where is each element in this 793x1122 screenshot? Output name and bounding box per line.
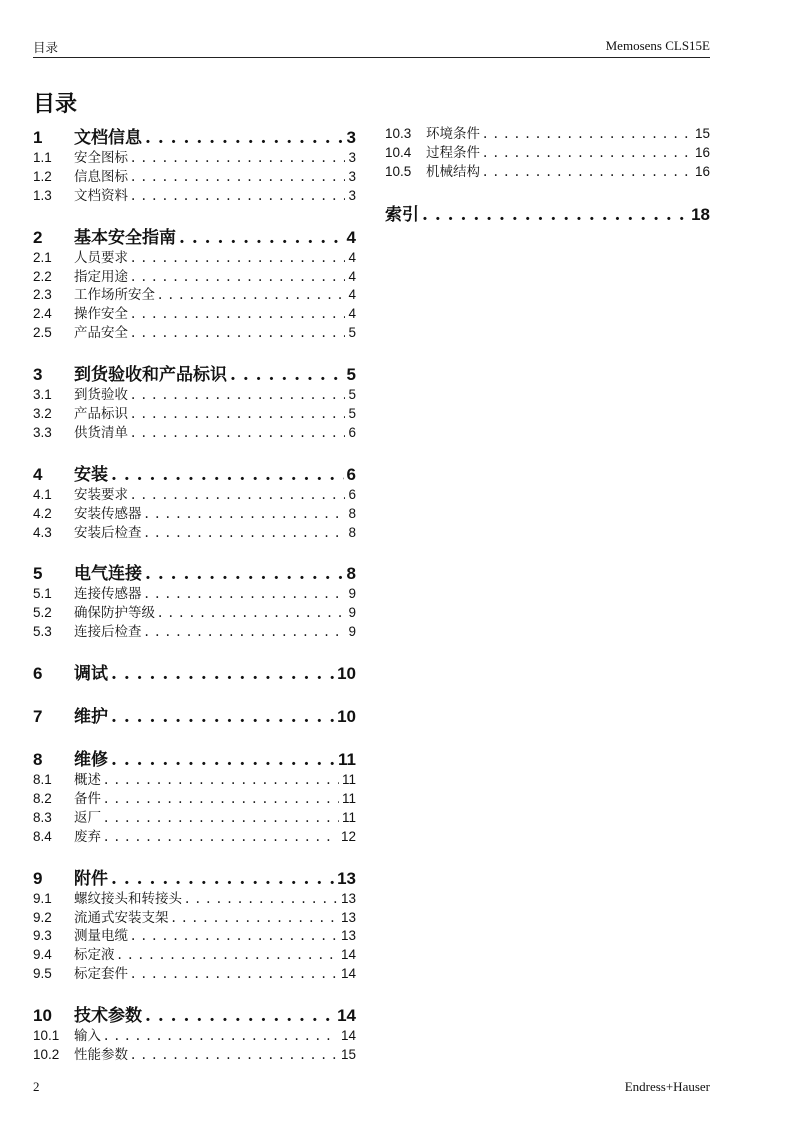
toc-subsection-entry-label: 流通式安装支架 — [74, 909, 169, 926]
toc-subsection-entry-number: 3.2 — [33, 406, 52, 422]
toc-subsection-entry-page: 13 — [340, 928, 356, 944]
toc-section — [33, 868, 356, 984]
toc-subsection-entry-number: 10.5 — [385, 163, 412, 179]
toc-entry-index[interactable] — [385, 204, 710, 226]
toc-subsection-entry-number: 9.3 — [33, 928, 52, 944]
toc-chapter-entry[interactable] — [33, 868, 356, 890]
toc-subsection-entry-number: 8.4 — [33, 828, 52, 844]
toc-chapter-entry-page: 10 — [337, 707, 356, 727]
leader-dots — [104, 790, 339, 809]
leader-dots — [158, 286, 345, 305]
toc-subsection-entry-number: 8.3 — [33, 809, 52, 825]
toc-subsection-entry[interactable] — [33, 505, 356, 524]
toc-subsection-entry[interactable] — [33, 809, 356, 828]
leader-dots — [483, 125, 692, 144]
toc-subsection-entry-number: 9.5 — [33, 966, 52, 982]
toc-chapter-entry-number: 1 — [33, 128, 43, 147]
toc-subsection-entry[interactable] — [385, 163, 710, 182]
leader-dots — [230, 364, 344, 386]
toc-entry-index-label: 索引 — [385, 204, 419, 225]
leader-dots — [483, 144, 692, 163]
toc-subsection-entry-label: 返厂 — [74, 809, 101, 826]
toc-subsection-entry[interactable] — [33, 524, 356, 543]
toc-chapter-entry-page: 6 — [346, 464, 356, 484]
running-header-title: 目录 — [33, 40, 59, 55]
toc-subsection-entry-page: 15 — [340, 1047, 356, 1063]
toc-subsection-entry[interactable] — [33, 268, 356, 287]
toc-subsection-entry-number: 5.2 — [33, 605, 52, 621]
running-header-product: Memosens CLS15E — [605, 38, 710, 53]
toc-chapter-entry[interactable] — [33, 1005, 356, 1027]
toc-subsection-entry-label: 人员要求 — [74, 249, 128, 266]
toc-subsection-entry[interactable] — [33, 286, 356, 305]
toc-subsection-entry[interactable] — [33, 828, 356, 847]
leader-dots — [131, 187, 345, 206]
toc-entry-index-page: 18 — [691, 204, 710, 224]
leader-dots — [131, 149, 345, 168]
toc-subsection-entry-number: 1.2 — [33, 168, 52, 184]
header-rule — [33, 57, 710, 58]
toc-subsection-entry-number: 2.1 — [33, 249, 52, 265]
toc-subsection-entry-label: 安全图标 — [74, 150, 128, 166]
toc-chapter-entry[interactable] — [33, 663, 356, 685]
toc-subsection-entry[interactable] — [33, 324, 356, 343]
toc-subsection-entry-number: 1.1 — [33, 150, 52, 165]
toc-subsection-entry[interactable] — [33, 585, 356, 604]
toc-subsection-entry-page: 13 — [340, 890, 356, 906]
toc-subsection-entry-page: 16 — [694, 144, 710, 160]
toc-chapter-entry[interactable] — [33, 749, 356, 771]
toc-chapter-entry-page: 5 — [346, 365, 356, 385]
leader-dots — [145, 1005, 334, 1027]
toc-chapter-entry-page: 3 — [346, 128, 356, 147]
toc-chapter-entry-page: 8 — [346, 564, 356, 584]
leader-dots — [131, 324, 345, 343]
toc-left-column — [33, 127, 356, 1065]
toc-subsection-entry-page: 6 — [348, 424, 356, 440]
toc-subsection-entry[interactable] — [33, 927, 356, 946]
leader-dots — [483, 163, 692, 182]
toc-chapter-entry-label: 维修 — [74, 750, 108, 771]
toc-chapter-entry-page: 13 — [337, 868, 356, 888]
toc-subsection-entry-number: 4.2 — [33, 505, 52, 521]
toc-subsection-entry-page: 3 — [348, 187, 356, 203]
toc-chapter-entry-number: 8 — [33, 750, 43, 770]
toc-subsection-entry-page: 6 — [348, 486, 356, 502]
toc-subsection-entry-label: 确保防护等级 — [74, 605, 155, 622]
toc-subsection-entry[interactable] — [33, 249, 356, 268]
leader-dots — [111, 749, 335, 771]
leader-dots — [185, 890, 338, 909]
leader-dots — [131, 486, 345, 505]
toc-subsection-entry-number: 9.1 — [33, 890, 52, 906]
toc-subsection-entry[interactable] — [385, 144, 710, 163]
leader-dots — [145, 127, 344, 149]
leader-dots — [131, 1046, 338, 1065]
leader-dots — [104, 809, 339, 828]
toc-subsection-entry-page: 8 — [348, 524, 356, 540]
toc-subsection-entry-label: 指定用途 — [74, 268, 128, 285]
leader-dots — [145, 585, 346, 604]
toc-subsection-entry-number: 2.2 — [33, 268, 52, 284]
toc-subsection-entry[interactable] — [33, 486, 356, 505]
toc-subsection-entry[interactable] — [385, 125, 710, 144]
toc-subsection-entry-number: 4.3 — [33, 524, 52, 540]
toc-subsection-entry-number: 9.2 — [33, 909, 52, 925]
toc-subsection-entry-label: 操作安全 — [74, 306, 128, 323]
toc-subsection-entry-page: 5 — [348, 325, 356, 341]
brand-logo-text: Endress+Hauser — [624, 1079, 710, 1094]
toc-subsection-entry-number: 5.3 — [33, 624, 52, 640]
toc-subsection-entry-page: 4 — [348, 306, 356, 322]
toc-subsection-entry-label: 性能参数 — [74, 1047, 128, 1064]
toc-subsection-entry[interactable] — [33, 386, 356, 405]
toc-subsection-entry[interactable] — [33, 890, 356, 909]
toc-subsection-entry-page: 11 — [341, 791, 356, 807]
toc-chapter-entry-label: 技术参数 — [74, 1006, 142, 1027]
toc-subsection-entry-label: 机械结构 — [426, 163, 480, 180]
toc-chapter-entry-label: 维护 — [74, 707, 108, 728]
toc-subsection-entry[interactable] — [33, 424, 356, 443]
toc-subsection-entry[interactable] — [33, 771, 356, 790]
leader-dots — [172, 909, 338, 928]
toc-subsection-entry-number: 10.1 — [33, 1028, 60, 1044]
toc-subsection-entry-page: 11 — [341, 772, 356, 788]
toc-section — [33, 663, 356, 685]
toc-subsection-entry-number: 3.3 — [33, 424, 52, 440]
toc-subsection-entry-page: 11 — [341, 809, 356, 825]
toc-chapter-entry[interactable] — [33, 563, 356, 585]
toc-chapter-entry-number: 5 — [33, 564, 43, 584]
leader-dots — [131, 965, 338, 984]
toc-subsection-entry-number: 5.1 — [33, 586, 52, 602]
toc-subsection-entry-label: 信息图标 — [74, 168, 128, 185]
toc-chapter-entry-label: 安装 — [74, 464, 108, 485]
leader-dots — [131, 424, 345, 443]
toc-subsection-entry[interactable] — [33, 623, 356, 642]
leader-dots — [111, 868, 334, 890]
toc-subsection-entry-number: 4.1 — [33, 486, 52, 502]
toc-chapter-entry-number: 3 — [33, 365, 43, 385]
toc-chapter-entry-number: 2 — [33, 227, 43, 247]
toc-right-subsections — [385, 125, 710, 182]
toc-chapter-entry-number: 6 — [33, 664, 43, 684]
toc-subsection-entry-label: 废弃 — [74, 828, 101, 845]
toc-subsection-entry-label: 概述 — [74, 772, 101, 789]
toc-subsection-entry-number: 1.3 — [33, 187, 52, 203]
leader-dots — [104, 1027, 338, 1046]
leader-dots — [111, 464, 344, 486]
toc-subsection-entry-number: 2.3 — [33, 287, 52, 303]
toc-subsection-entry[interactable] — [33, 305, 356, 324]
toc-subsection-entry-label: 到货验收 — [74, 387, 128, 404]
toc-section — [33, 127, 356, 206]
toc-subsection-entry-page: 15 — [694, 126, 710, 141]
toc-chapter-entry[interactable] — [33, 464, 356, 486]
toc-subsection-entry-page: 14 — [340, 947, 356, 963]
toc-right-column — [385, 125, 710, 226]
toc-chapter-entry-label: 附件 — [74, 868, 108, 889]
toc-subsection-entry[interactable] — [33, 168, 356, 187]
toc-chapter-entry-label: 文档信息 — [74, 128, 142, 148]
toc-subsection-entry-page: 3 — [348, 168, 356, 184]
toc-subsection-entry-page: 3 — [348, 150, 356, 165]
toc-chapter-entry-number: 10 — [33, 1006, 52, 1026]
leader-dots — [131, 268, 345, 287]
toc-subsection-entry-page: 5 — [348, 387, 356, 403]
leader-dots — [111, 663, 334, 685]
toc-subsection-entry-label: 安装后检查 — [74, 524, 142, 541]
toc-subsection-entry-page: 4 — [348, 287, 356, 303]
toc-subsection-entry-label: 文档资料 — [74, 187, 128, 204]
toc-subsection-entry-page: 4 — [348, 249, 356, 265]
toc-subsection-entry-page: 13 — [340, 909, 356, 925]
toc-subsection-entry-page: 9 — [348, 586, 356, 602]
toc-section — [33, 364, 356, 443]
toc-subsection-entry-label: 产品标识 — [74, 406, 128, 423]
leader-dots — [145, 623, 346, 642]
toc-chapter-entry-label: 调试 — [74, 664, 108, 685]
toc-subsection-entry-label: 安装传感器 — [74, 505, 142, 522]
toc-subsection-entry-number: 10.2 — [33, 1047, 60, 1063]
toc-subsection-entry-number: 10.3 — [385, 126, 412, 141]
toc-chapter-entry-number: 4 — [33, 464, 43, 484]
toc-chapter-entry-label: 基本安全指南 — [74, 227, 176, 248]
toc-subsection-entry[interactable] — [33, 149, 356, 168]
toc-section — [33, 749, 356, 847]
toc-chapter-entry-page: 14 — [337, 1006, 356, 1026]
toc-chapter-entry[interactable] — [33, 127, 356, 149]
leader-dots — [145, 505, 346, 524]
toc-subsection-entry-number: 8.2 — [33, 791, 52, 807]
toc-chapter-entry-page: 11 — [338, 750, 356, 770]
toc-subsection-entry-number: 9.4 — [33, 947, 52, 963]
leader-dots — [131, 405, 345, 424]
leader-dots — [104, 771, 339, 790]
toc-subsection-entry-label: 测量电缆 — [74, 928, 128, 945]
toc-chapter-entry-label: 电气连接 — [74, 564, 142, 585]
toc-subsection-entry-page: 4 — [348, 268, 356, 284]
page-title: 目录 — [33, 91, 78, 117]
toc-subsection-entry-label: 螺纹接头和转接头 — [74, 890, 182, 907]
toc-section — [33, 706, 356, 728]
leader-dots — [145, 563, 344, 585]
leader-dots — [131, 386, 345, 405]
leader-dots — [131, 927, 338, 946]
toc-subsection-entry-page: 9 — [348, 624, 356, 640]
toc-subsection-entry[interactable] — [33, 405, 356, 424]
toc-subsection-entry-number: 2.5 — [33, 325, 52, 341]
toc-subsection-entry-number: 2.4 — [33, 306, 52, 322]
leader-dots — [422, 204, 688, 226]
toc-subsection-entry-label: 环境条件 — [426, 126, 480, 142]
toc-subsection-entry-label: 备件 — [74, 791, 101, 808]
toc-subsection-entry-page: 16 — [694, 163, 710, 179]
toc-subsection-entry-label: 安装要求 — [74, 486, 128, 503]
toc-subsection-entry-label: 连接后检查 — [74, 624, 142, 641]
toc-subsection-entry[interactable] — [33, 604, 356, 623]
toc-chapter-entry[interactable] — [33, 227, 356, 249]
toc-subsection-entry-label: 工作场所安全 — [74, 287, 155, 304]
toc-chapter-entry-page: 4 — [346, 227, 356, 247]
toc-subsection-entry[interactable] — [33, 1027, 356, 1046]
toc-subsection-entry-number: 3.1 — [33, 387, 52, 403]
toc-subsection-entry[interactable] — [33, 946, 356, 965]
leader-dots — [104, 828, 338, 847]
toc-subsection-entry-page: 14 — [340, 966, 356, 982]
leader-dots — [131, 249, 345, 268]
toc-subsection-entry-label: 输入 — [74, 1028, 101, 1045]
toc-section — [33, 464, 356, 543]
toc-subsection-entry-label: 供货清单 — [74, 424, 128, 441]
toc-subsection-entry-label: 标定套件 — [74, 966, 128, 983]
toc-subsection-entry-page: 5 — [348, 406, 356, 422]
toc-subsection-entry-label: 过程条件 — [426, 144, 480, 161]
toc-chapter-entry[interactable] — [33, 364, 356, 386]
leader-dots — [179, 227, 344, 249]
leader-dots — [111, 706, 334, 728]
toc-subsection-entry[interactable] — [33, 790, 356, 809]
toc-subsection-entry-page: 14 — [340, 1028, 356, 1044]
toc-chapter-entry-number: 7 — [33, 707, 43, 727]
toc-subsection-entry[interactable] — [33, 1046, 356, 1065]
toc-subsection-entry-number: 10.4 — [385, 144, 412, 160]
toc-subsection-entry[interactable] — [33, 187, 356, 206]
toc-subsection-entry-label: 产品安全 — [74, 325, 128, 342]
leader-dots — [131, 168, 345, 187]
toc-section — [33, 1005, 356, 1065]
toc-subsection-entry-number: 8.1 — [33, 772, 52, 788]
toc-subsection-entry-page: 12 — [340, 828, 356, 844]
leader-dots — [131, 305, 345, 324]
toc-section — [33, 227, 356, 343]
toc-subsection-entry[interactable] — [33, 965, 356, 984]
page-number: 2 — [33, 1079, 40, 1094]
toc-section — [33, 563, 356, 642]
leader-dots — [145, 524, 346, 543]
leader-dots — [118, 946, 338, 965]
toc-chapter-entry-number: 9 — [33, 868, 43, 888]
leader-dots — [158, 604, 345, 623]
toc-chapter-entry-page: 10 — [337, 664, 356, 684]
toc-chapter-entry-label: 到货验收和产品标识 — [74, 365, 227, 386]
toc-subsection-entry[interactable] — [33, 909, 356, 928]
toc-subsection-entry-label: 标定液 — [74, 947, 115, 964]
toc-chapter-entry[interactable] — [33, 706, 356, 728]
toc-subsection-entry-page: 8 — [348, 505, 356, 521]
toc-subsection-entry-page: 9 — [348, 605, 356, 621]
toc-subsection-entry-label: 连接传感器 — [74, 586, 142, 603]
